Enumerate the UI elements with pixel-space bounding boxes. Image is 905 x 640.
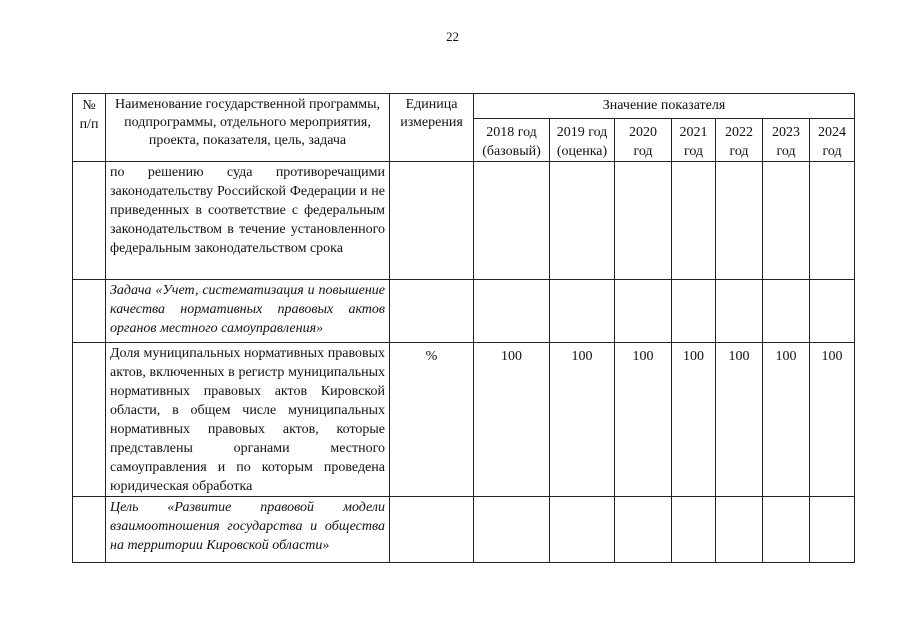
indicator-value: 100 (763, 343, 810, 497)
header-row (73, 94, 855, 119)
header-year: 2024 год (810, 119, 855, 162)
indicator-value: 100 (810, 343, 855, 497)
header-number: № п/п (73, 94, 106, 162)
header-year: 2020 год (615, 119, 672, 162)
row-number (73, 497, 106, 563)
page-number: 22 (446, 29, 459, 44)
task-name: Задача «Учет, систематизация и повышение качества нормативных правовых актов органов местного самоуправления» (106, 280, 390, 343)
table-row (73, 343, 855, 497)
header-year: 2021 год (672, 119, 716, 162)
indicator-value: 100 (615, 343, 672, 497)
table-row (73, 497, 855, 563)
indicator-unit: % (390, 343, 474, 497)
header-year: 2023 год (763, 119, 810, 162)
header-year: 2019 год (оценка) (550, 119, 615, 162)
header-year: 2022 год (716, 119, 763, 162)
indicator-name: Доля муниципальных нормативных правовых актов, включенных в регистр муниципальных нормативных правовых актов Кировской области, в общем числе муниципальных нормативных правовых актов, которые представлены органами местного самоуправления и по которым проведена юридическая обработка (106, 343, 390, 497)
row-number (73, 280, 106, 343)
indicator-value: 100 (474, 343, 550, 497)
indicator-value: 100 (716, 343, 763, 497)
row-name: по решению суда противоречащими законодательству Российской Федерации и не приведенных в соответствие с федеральным законодательством в течение установленного федеральным законодательством срока (106, 162, 390, 280)
table-row (73, 162, 855, 280)
table-row (73, 280, 855, 343)
indicator-value: 100 (672, 343, 716, 497)
indicator-table (72, 93, 855, 563)
row-number (73, 343, 106, 497)
header-name: Наименование государственной программы, подпрограммы, отдельного мероприятия, проекта, показателя, цель, задача (106, 94, 390, 162)
goal-name: Цель «Развитие правовой модели взаимоотношения государства и общества на территории Кировской области» (106, 497, 390, 563)
row-number (73, 162, 106, 280)
indicator-value: 100 (550, 343, 615, 497)
header-year: 2018 год (базовый) (474, 119, 550, 162)
header-unit: Единица измерения (390, 94, 474, 162)
header-value: Значение показателя (474, 94, 855, 119)
